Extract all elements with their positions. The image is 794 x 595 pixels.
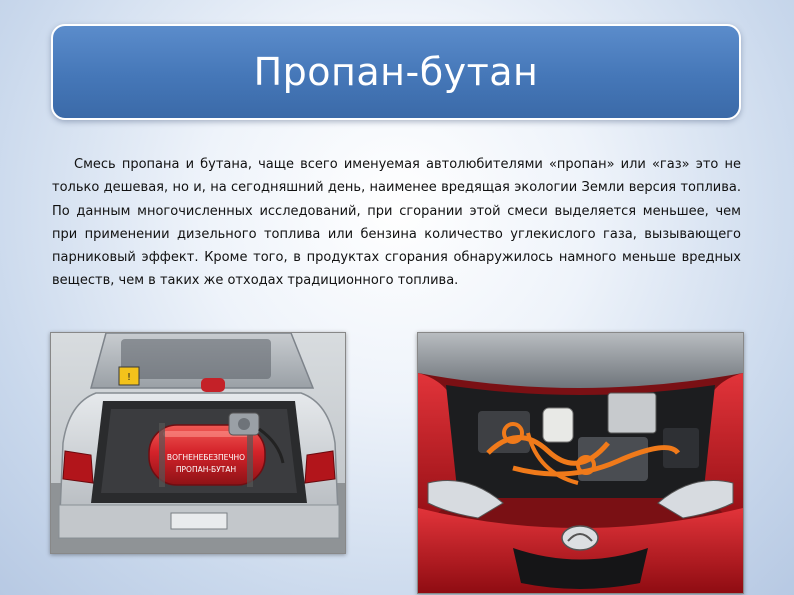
trunk-illustration — [51, 333, 345, 553]
body-paragraph: Смесь пропана и бутана, чаще всего именуемая автолюбителями «пропан» или «газ» это не только дешевая, но и, на сегодняшний день, наименее вредящая экологии Земли версия топлива. По данным многочисленных исследований, при сгорании этой смеси выделяется меньшее, чем при применении дизельного топлива или бензина количество углекислого газа, вызывающего парниковый эффект. Кроме того, в продуктах сгорания обнаружилось намного меньше вредных веществ, чем в таких же отходах традиционного топлива. — [52, 157, 741, 289]
engine-illustration — [418, 333, 743, 593]
tank-label-line2: ПРОПАН-БУТАН — [175, 465, 237, 474]
title-box — [51, 24, 741, 120]
engine-photo — [417, 332, 744, 594]
tank-label-line1: ВОГНЕНЕБЕЗПЕЧНО — [166, 453, 246, 462]
svg-text:!: ! — [126, 372, 132, 383]
slide-title: Пропан-бутан — [253, 50, 539, 94]
trunk-photo — [50, 332, 346, 554]
